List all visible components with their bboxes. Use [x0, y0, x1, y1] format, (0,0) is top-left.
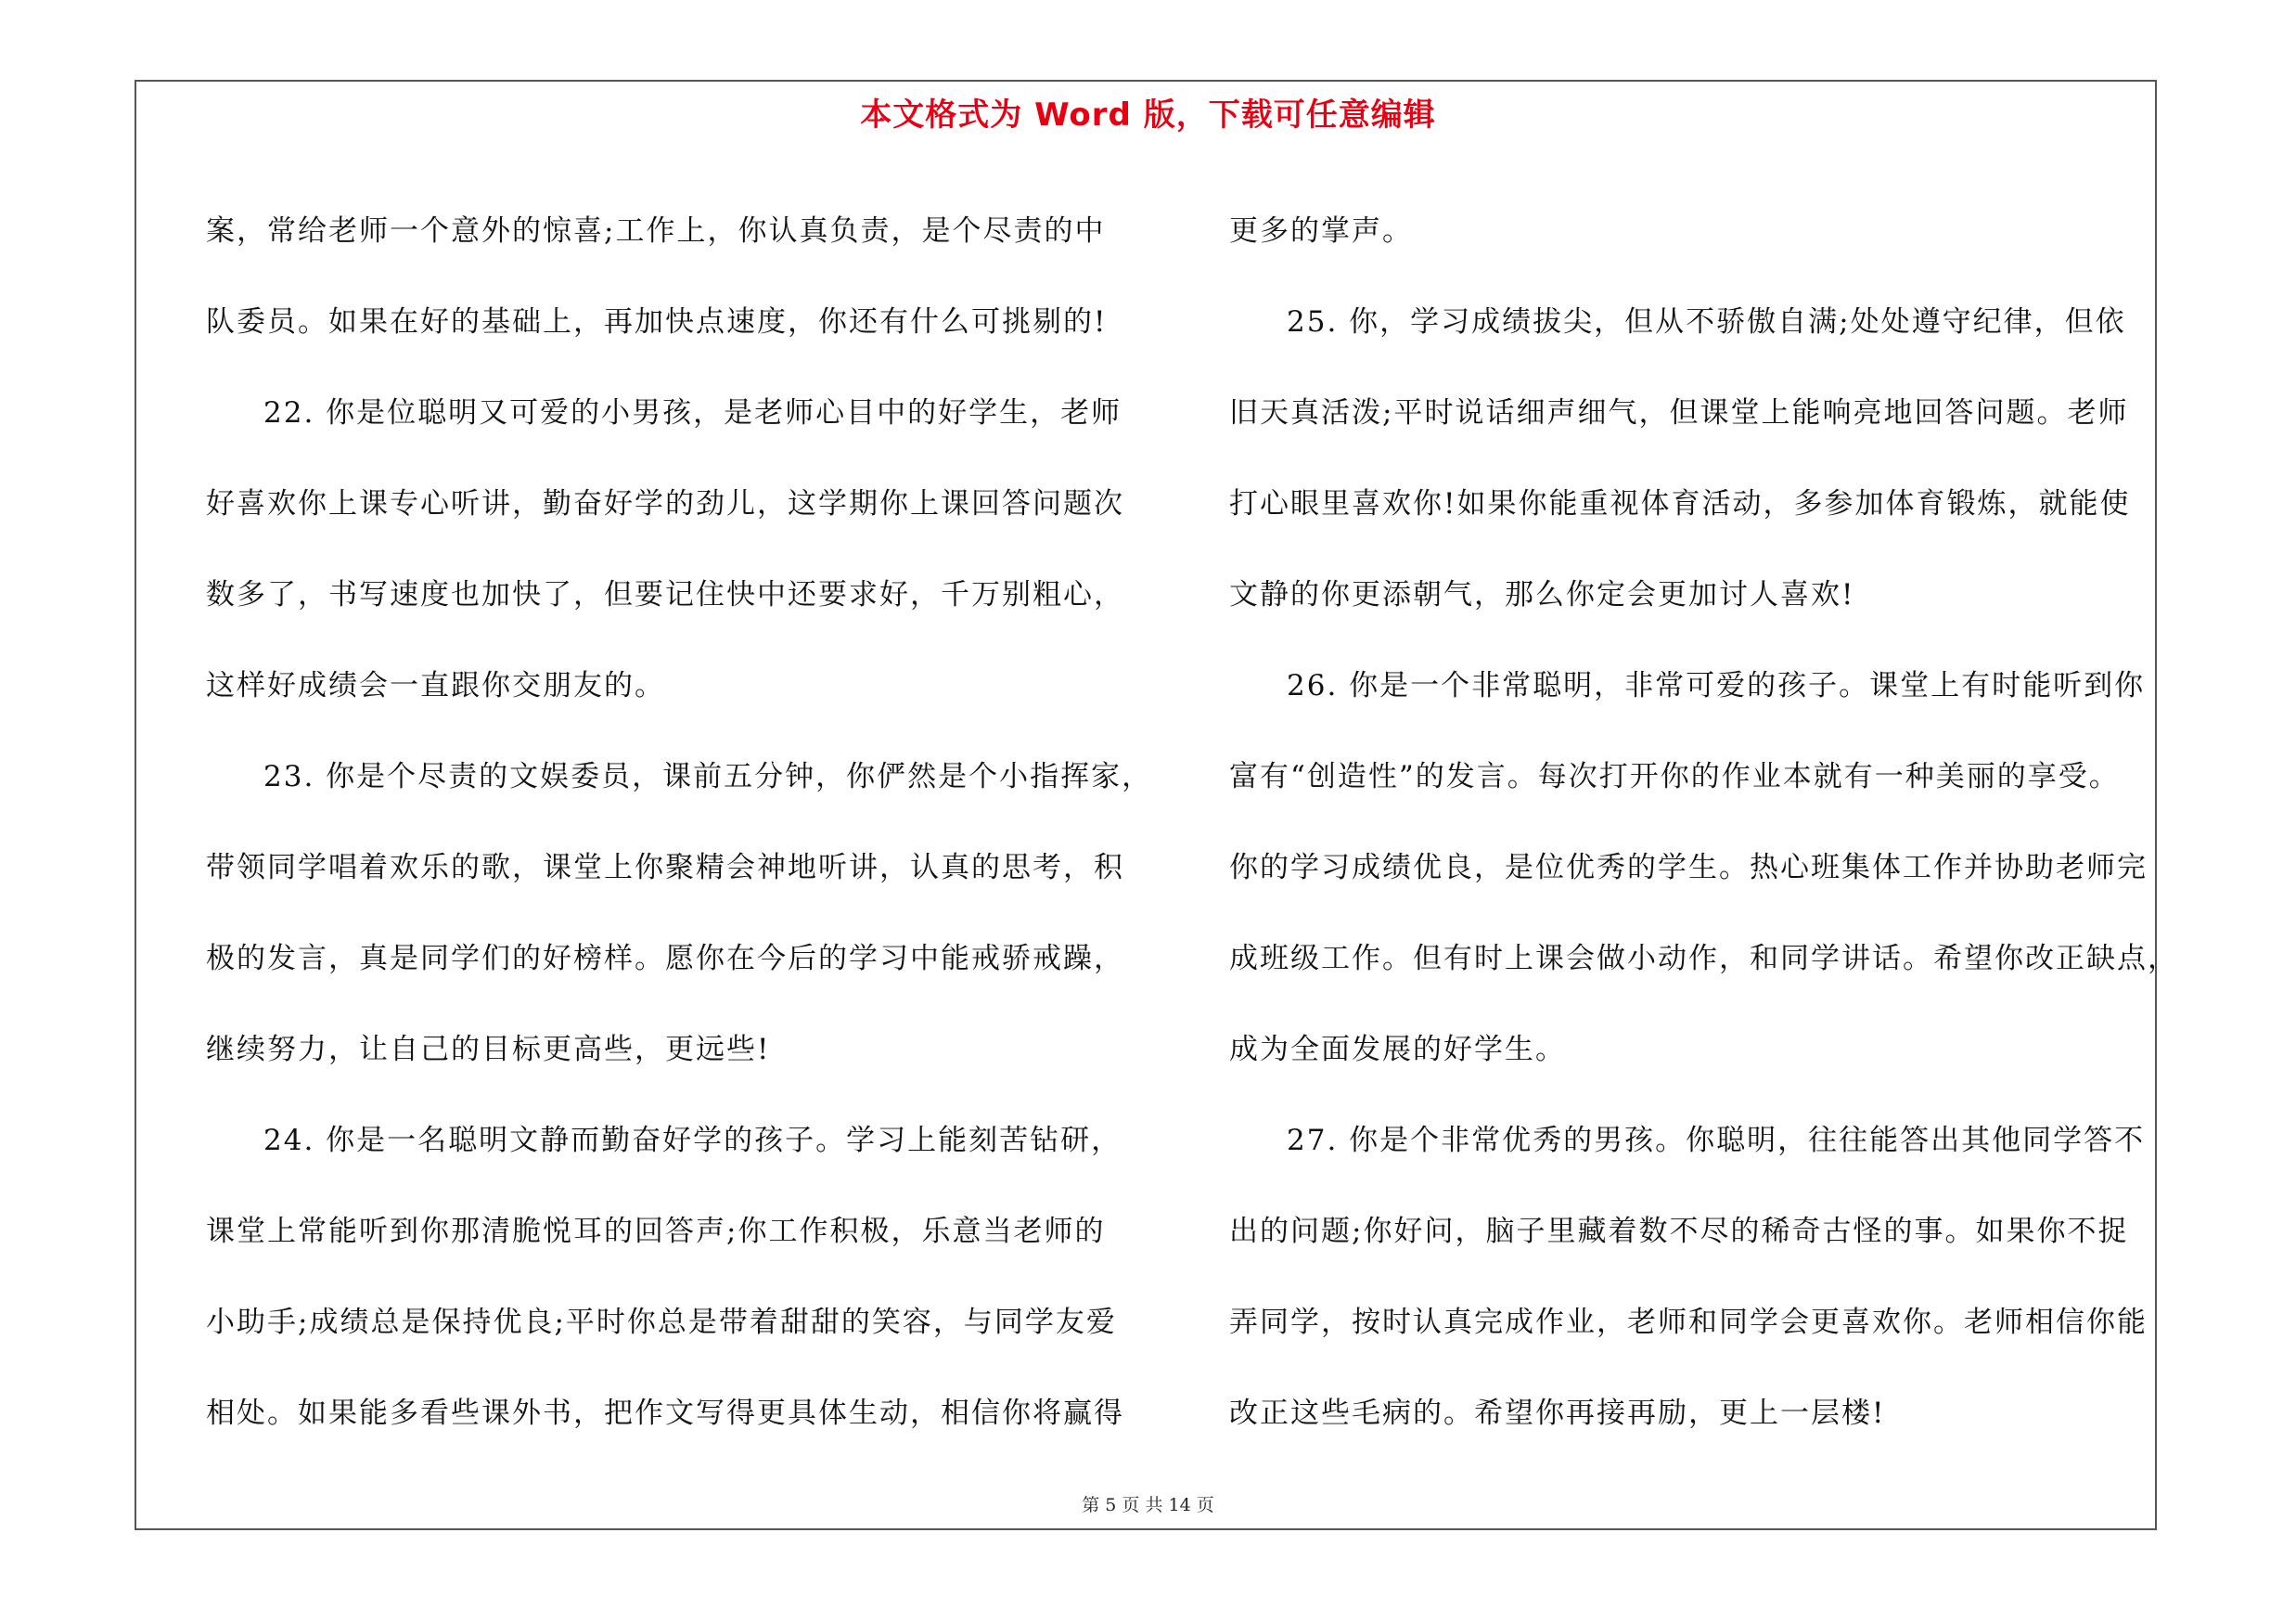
paragraph-start-line: 27. 你是个非常优秀的男孩。你聪明，往往能答出其他同学答不 — [1287, 1124, 2146, 1157]
paragraph-start-line: 23. 你是个尽责的文娱委员，课前五分钟，你俨然是个小指挥家， — [263, 760, 1153, 793]
text-line: 成为全面发展的好学生。 — [1229, 1033, 1566, 1066]
text-line: 带领同学唱着欢乐的歌，课堂上你聚精会神地听讲，认真的思考，积 — [206, 851, 1124, 884]
text-line: 课堂上常能听到你那清脆悦耳的回答声;你工作积极，乐意当老师的 — [206, 1215, 1106, 1248]
text-line: 小助手;成绩总是保持优良;平时你总是带着甜甜的笑容，与同学友爱 — [206, 1306, 1117, 1339]
text-line: 这样好成绩会一直跟你交朋友的。 — [206, 669, 665, 702]
text-line: 极的发言，真是同学们的好榜样。愿你在今后的学习中能戒骄戒躁， — [206, 942, 1124, 975]
paragraph-start-line: 22. 你是位聪明又可爱的小男孩，是老师心目中的好学生，老师 — [263, 396, 1122, 430]
text-line: 改正这些毛病的。希望你再接再励，更上一层楼! — [1229, 1397, 1886, 1430]
text-line: 相处。如果能多看些课外书，把作文写得更具体生动，相信你将赢得 — [206, 1397, 1124, 1430]
paragraph-start-line: 26. 你是一个非常聪明，非常可爱的孩子。课堂上有时能听到你 — [1287, 669, 2146, 702]
text-line: 出的问题;你好问，脑子里藏着数不尽的稀奇古怪的事。如果你不捉 — [1229, 1215, 2129, 1248]
left-text-column — [206, 186, 1153, 1459]
text-line: 案，常给老师一个意外的惊喜;工作上，你认真负责，是个尽责的中 — [206, 214, 1106, 248]
text-line: 好喜欢你上课专心听讲，勤奋好学的劲儿，这学期你上课回答问题次 — [206, 487, 1124, 521]
text-line: 你的学习成绩优良，是位优秀的学生。热心班集体工作并协助老师完 — [1229, 851, 2148, 884]
text-line: 队委员。如果在好的基础上，再加快点速度，你还有什么可挑剔的! — [206, 305, 1108, 339]
word-format-banner: 本文格式为 Word 版，下载可任意编辑 — [860, 97, 1436, 134]
text-line: 旧天真活泼;平时说话细声细气，但课堂上能响亮地回答问题。老师 — [1229, 396, 2129, 430]
text-line: 数多了，书写速度也加快了，但要记住快中还要求好，千万别粗心， — [206, 578, 1124, 612]
text-line: 文静的你更添朝气，那么你定会更加讨人喜欢! — [1229, 578, 1855, 612]
page-number-footer: 第 5 页 共 14 页 — [1082, 1495, 1214, 1515]
paragraph-start-line: 24. 你是一名聪明文静而勤奋好学的孩子。学习上能刻苦钻研， — [263, 1124, 1122, 1157]
right-text-column — [1229, 186, 2178, 1459]
text-line: 成班级工作。但有时上课会做小动作，和同学讲话。希望你改正缺点， — [1229, 942, 2178, 975]
text-line: 打心眼里喜欢你!如果你能重视体育活动，多参加体育锻炼，就能使 — [1229, 487, 2131, 521]
text-line: 富有“创造性”的发言。每次打开你的作业本就有一种美丽的享受。 — [1229, 760, 2120, 793]
text-line: 继续努力，让自己的目标更高些，更远些! — [206, 1033, 771, 1066]
paragraph-start-line: 25. 你，学习成绩拔尖，但从不骄傲自满;处处遵守纪律，但依 — [1287, 305, 2126, 339]
text-line: 弄同学，按时认真完成作业，老师和同学会更喜欢你。老师相信你能 — [1229, 1306, 2148, 1339]
text-line: 更多的掌声。 — [1229, 214, 1413, 248]
